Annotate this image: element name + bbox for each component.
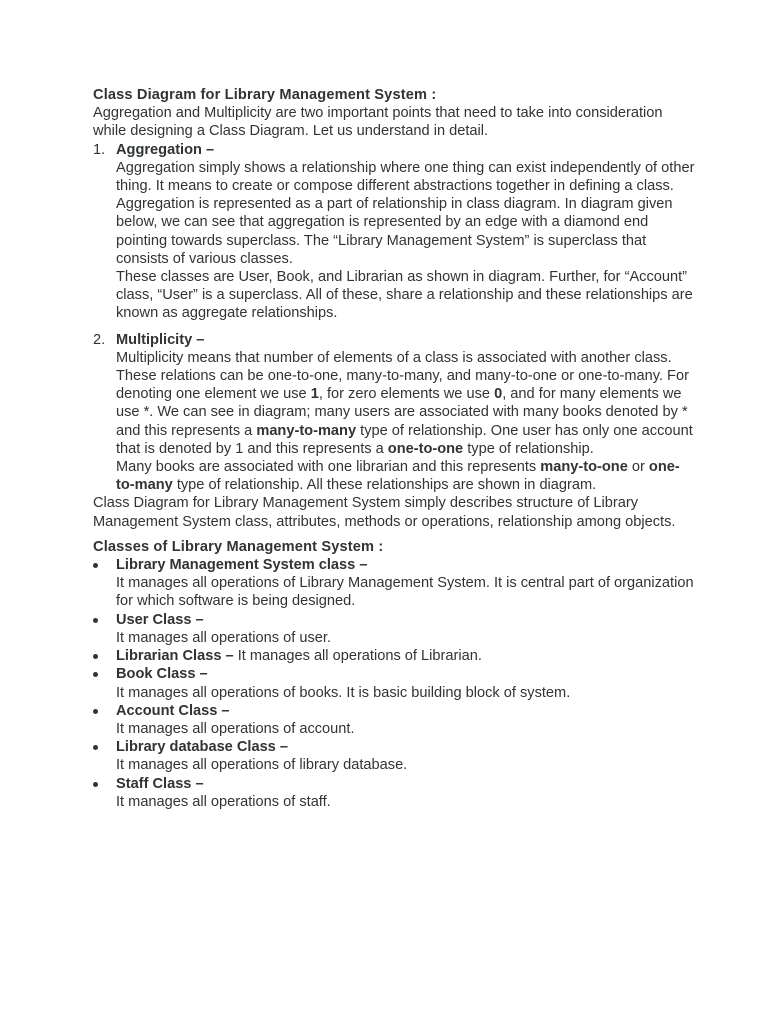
class-item-staff: Staff Class – It manages all operations of staff.	[93, 775, 698, 811]
bullet-icon	[93, 782, 98, 787]
page-title: Class Diagram for Library Management System :	[93, 87, 437, 103]
bullet-icon	[93, 672, 98, 677]
class-item-library-database: Library database Class – It manages all operations of library database.	[93, 738, 698, 774]
aggregation-item	[93, 141, 698, 323]
bullet-icon	[93, 745, 98, 750]
bullet-icon	[93, 709, 98, 714]
multiplicity-item	[93, 331, 698, 495]
bullet-icon	[93, 654, 98, 659]
bullet-icon	[93, 563, 98, 568]
classes-heading: Classes of Library Management System :	[93, 538, 384, 555]
summary-paragraph: Class Diagram for Library Management System simply describes structure of Library Management System class, attributes, methods or operations, relationship among objects.	[93, 495, 676, 530]
aggregation-heading: Aggregation –	[116, 141, 215, 158]
class-item-user: User Class – It manages all operations of user.	[93, 611, 698, 647]
class-item-library-management-system: Library Management System class – It manages all operations of Library Management System. It is central part of organization for which software is being designed.	[93, 556, 698, 611]
item-number: 1.	[93, 141, 106, 158]
aggregation-paragraph-1: Aggregation simply shows a relationship where one thing can exist independently of other thing. It means to create or compose different abstractions together in defining a class. Aggregation is represented as a part of relationship in class diagram. In diagram given below, we can see that aggregation is represented by an edge with a diamond end pointing towards superclass. The “Library Management System” is superclass that consists of various classes.	[116, 159, 695, 267]
concept-list	[93, 141, 698, 495]
class-item-librarian: Librarian Class – It manages all operations of Librarian.	[93, 647, 698, 665]
class-item-book: Book Class – It manages all operations of books. It is basic building block of system.	[93, 665, 698, 701]
spacer	[93, 531, 698, 538]
bullet-icon	[93, 618, 98, 623]
aggregation-paragraph-2: These classes are User, Book, and Librarian as shown in diagram. Further, for “Account” class, “User” is a superclass. All of these, share a relationship and these relationships are known as aggregate relationships.	[116, 269, 693, 322]
multiplicity-paragraph-2: Many books are associated with one librarian and this represents many-to-one or one-to-many type of relationship. All these relationships are shown in diagram.	[116, 459, 680, 494]
multiplicity-paragraph-1: Multiplicity means that number of elements of a class is associated with another class. These relations can be one-to-one, many-to-many, and many-to-one or one-to-many. For denoting one element we use 1, for zero elements we use 0, and for many elements we use *. We can see in diagram; many users are associated with many books denoted by * and this represents a many-to-many type of relationship. One user has only one account that is denoted by 1 and this represents a one-to-one type of relationship.	[116, 349, 693, 457]
intro-paragraph: Aggregation and Multiplicity are two important points that need to take into consideration while designing a Class Diagram. Let us understand in detail.	[93, 105, 663, 140]
multiplicity-heading: Multiplicity –	[116, 331, 205, 348]
classes-list	[93, 556, 698, 811]
item-number: 2.	[93, 331, 106, 348]
class-item-account: Account Class – It manages all operations of account.	[93, 702, 698, 738]
spacer	[93, 323, 698, 331]
